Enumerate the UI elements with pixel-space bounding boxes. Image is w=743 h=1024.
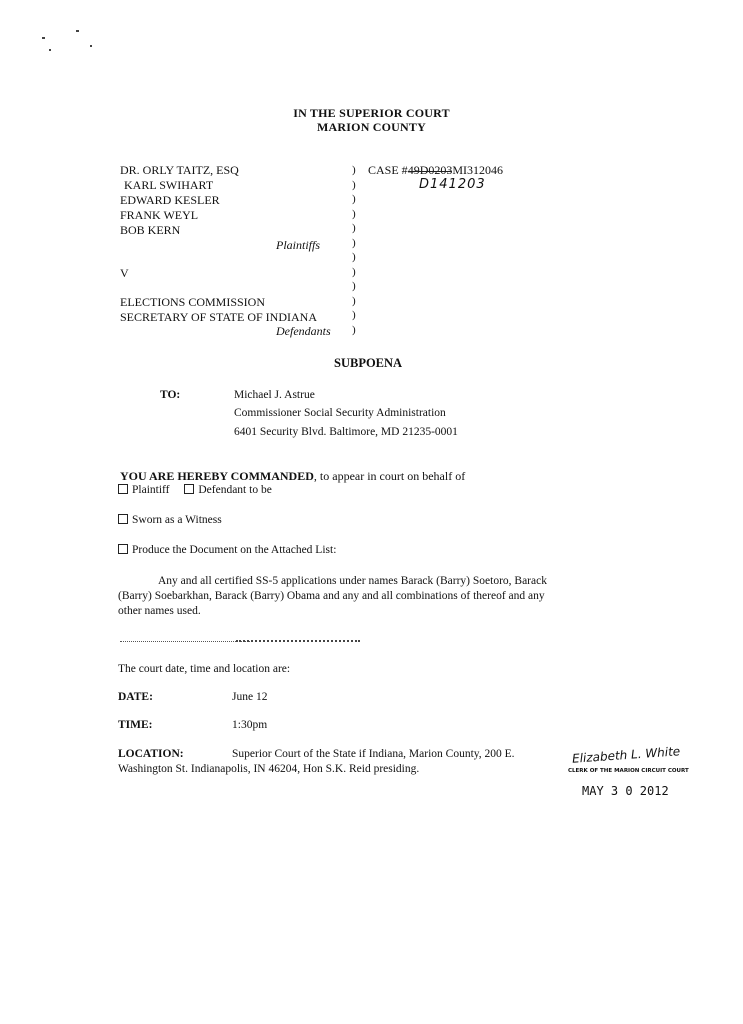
witness-option <box>118 514 222 526</box>
case-handwritten-number: D141203 <box>419 177 486 192</box>
scan-speck <box>42 37 45 39</box>
produce-option <box>118 544 336 556</box>
clerk-signature: Elizabeth L. White <box>571 744 681 766</box>
plaintiff-name: DR. ORLY TAITZ, ESQ <box>120 163 239 177</box>
plaintiff-name: FRANK WEYL <box>120 208 199 222</box>
plaintiff-name: BOB KERN <box>120 223 181 237</box>
recipient-title: Commissioner Social Security Administration <box>234 407 446 419</box>
plaintiff-checkbox[interactable] <box>118 484 128 494</box>
witness-option-label: Sworn as a Witness <box>132 514 222 526</box>
plaintiffs-role: Plaintiffs <box>276 238 321 252</box>
case-number <box>368 163 503 178</box>
location-line: Superior Court of the State if Indiana, Marion County, 200 E. <box>232 748 515 760</box>
defendant-option-label: Defendant to be <box>198 484 272 496</box>
command-line <box>120 469 465 484</box>
caption-divider: ) ) ) ) ) ) ) ) ) ) ) ) <box>352 164 356 336</box>
recipient-address: 6401 Security Blvd. Baltimore, MD 21235-0001 <box>234 426 458 438</box>
to-label: TO: <box>160 389 181 401</box>
scan-speck <box>90 45 92 47</box>
dotted-separator <box>236 640 360 642</box>
time-value: 1:30pm <box>232 719 268 731</box>
produce-checkbox[interactable] <box>118 544 128 554</box>
case-struck-number: 49D0203 <box>407 163 453 177</box>
plaintiff-option-label: Plaintiff <box>132 484 170 496</box>
location-label: LOCATION: <box>118 748 184 760</box>
filing-stamp-date: MAY 3 0 2012 <box>582 784 669 798</box>
versus-mark: V <box>120 266 129 280</box>
scan-speck <box>76 30 79 32</box>
party-options <box>118 484 272 496</box>
recipient-name: Michael J. Astrue <box>234 389 315 401</box>
scan-speck <box>49 49 51 51</box>
date-label: DATE: <box>118 691 153 703</box>
case-label: CASE # <box>368 163 408 177</box>
documents-line: other names used. <box>118 605 201 617</box>
time-label: TIME: <box>118 719 153 731</box>
defendants-role: Defendants <box>276 324 331 338</box>
plaintiff-name: KARL SWIHART <box>124 178 214 192</box>
dotted-separator <box>120 641 250 642</box>
case-suffix: MI312046 <box>452 163 504 177</box>
defendant-name: ELECTIONS COMMISSION <box>120 295 266 309</box>
witness-checkbox[interactable] <box>118 514 128 524</box>
date-value: June 12 <box>232 691 268 703</box>
plaintiff-name: EDWARD KESLER <box>120 193 220 207</box>
location-line: Washington St. Indianapolis, IN 46204, Hon S.K. Reid presiding. <box>118 763 420 775</box>
court-name: IN THE SUPERIOR COURT <box>293 106 450 120</box>
court-county: MARION COUNTY <box>317 120 426 134</box>
defendant-name: SECRETARY OF STATE OF INDIANA <box>120 310 317 324</box>
court-info-intro: The court date, time and location are: <box>118 663 291 675</box>
documents-line: Any and all certified SS-5 applications under names Barack (Barry) Soetoro, Barack <box>158 575 547 587</box>
defendant-checkbox[interactable] <box>184 484 194 494</box>
produce-option-label: Produce the Document on the Attached List: <box>132 544 337 556</box>
command-rest: , to appear in court on behalf of <box>313 469 466 483</box>
clerk-caption: CLERK OF THE MARION CIRCUIT COURT <box>568 768 689 774</box>
command-bold: YOU ARE HEREBY COMMANDED <box>120 469 314 483</box>
document-title: SUBPOENA <box>334 356 403 370</box>
documents-line: (Barry) Soebarkhan, Barack (Barry) Obama and any and all combinations of thereof and any <box>118 590 545 602</box>
